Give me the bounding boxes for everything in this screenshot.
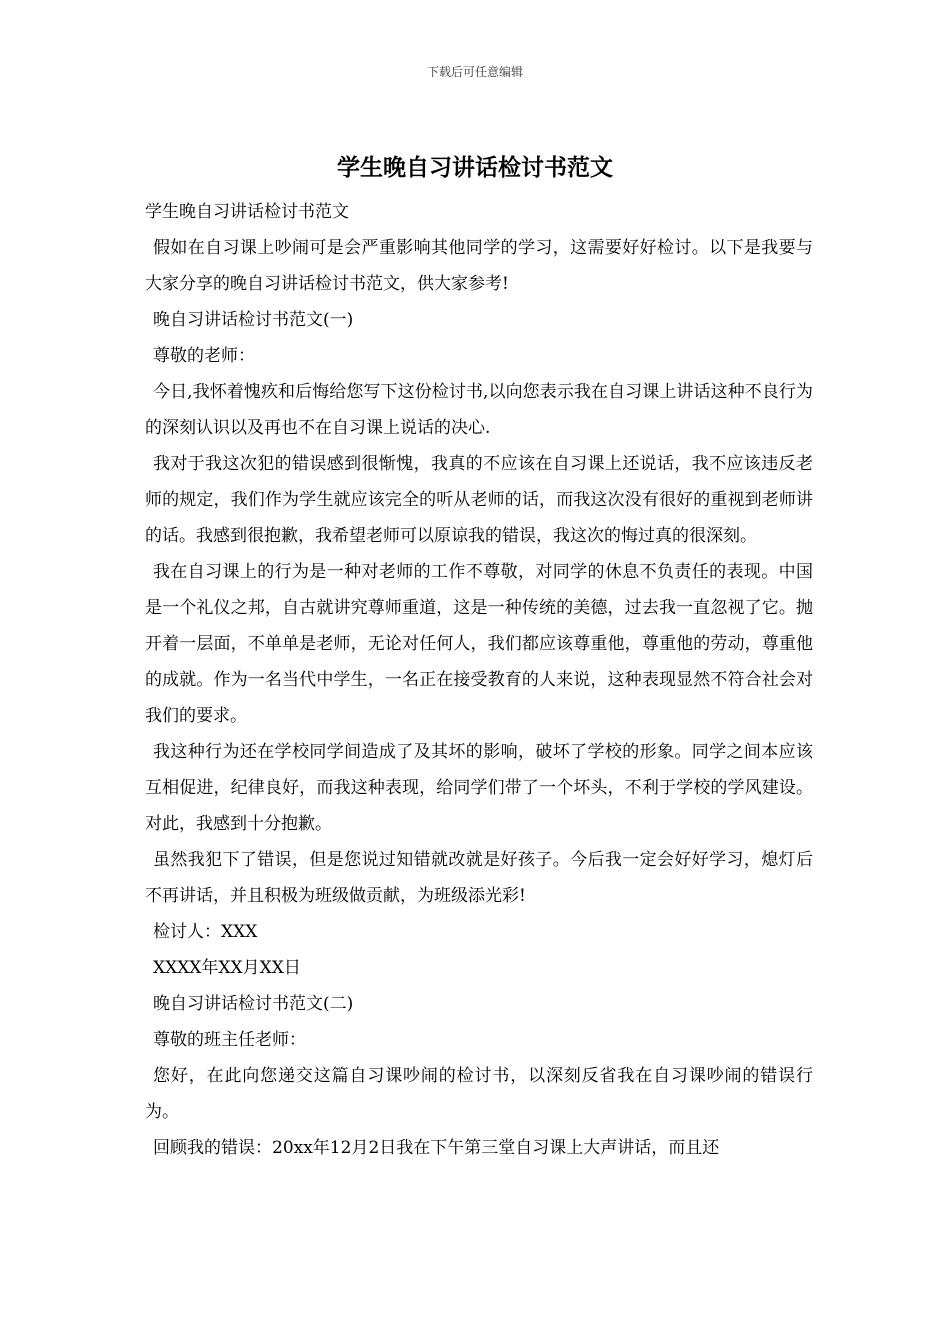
salutation-1: 尊敬的老师： [153,346,255,366]
section-heading-1: 晚自习讲话检讨书范文(一) [153,310,354,330]
section-heading-2: 晚自习讲话检讨书范文(二) [153,994,354,1014]
paragraph: 回顾我的错误：20xx年12月2日我在下午第三堂自习课上大声讲话，而且还 [153,1138,720,1158]
header-note: 下载后可任意编辑 [426,65,523,79]
signature-name: 检讨人：XXX [153,922,258,942]
paragraph: 我在自习课上的行为是一种对老师的工作不尊敬，对同学的休息不负责任的表现。中国是一个礼仪之邦，自古就讲究尊师重道，这是一种传统的美德，过去我一直忽视了它。抛开着一层面，不单单是老师，无论对任何人，我们都应该尊重他，尊重他的劳动，尊重他的成就。作为一名当代中学生，一名正在接受教育的人来说，这种表现显然不符合社会对我们的要求。 [145,562,813,726]
salutation-2: 尊敬的班主任老师： [153,1030,306,1050]
paragraph: 今日,我怀着愧疚和后悔给您写下这份检讨书,以向您表示我在自习课上讲话这种不良行为的深刻认识以及再也不在自习课上说话的决心. [145,382,813,438]
document-subtitle: 学生晚自习讲话检讨书范文 [145,202,349,222]
paragraph: 您好，在此向您递交这篇自习课吵闹的检讨书，以深刻反省我在自习课吵闹的错误行为。 [145,1066,813,1122]
document-title: 学生晚自习讲话检讨书范文 [337,155,613,181]
paragraph: 我这种行为还在学校同学间造成了及其坏的影响，破坏了学校的形象。同学之间本应该互相促进，纪律良好，而我这种表现，给同学们带了一个坏头，不利于学校的学风建设。对此，我感到十分抱歉。 [145,742,813,834]
document-body [145,194,813,1166]
paragraph-intro: 假如在自习课上吵闹可是会严重影响其他同学的学习，这需要好好检讨。以下是我要与大家分享的晚自习讲话检讨书范文，供大家参考! [145,238,813,294]
signature-date: XXXX年XX月XX日 [153,958,301,978]
paragraph: 我对于我这次犯的错误感到很惭愧，我真的不应该在自习课上还说话，我不应该违反老师的规定，我们作为学生就应该完全的听从老师的话，而我这次没有很好的重视到老师讲的话。我感到很抱歉，我希望老师可以原谅我的错误，我这次的悔过真的很深刻。 [145,454,813,546]
paragraph: 虽然我犯下了错误，但是您说过知错就改就是好孩子。今后我一定会好好学习，熄灯后不再讲话，并且积极为班级做贡献，为班级添光彩! [145,850,813,906]
